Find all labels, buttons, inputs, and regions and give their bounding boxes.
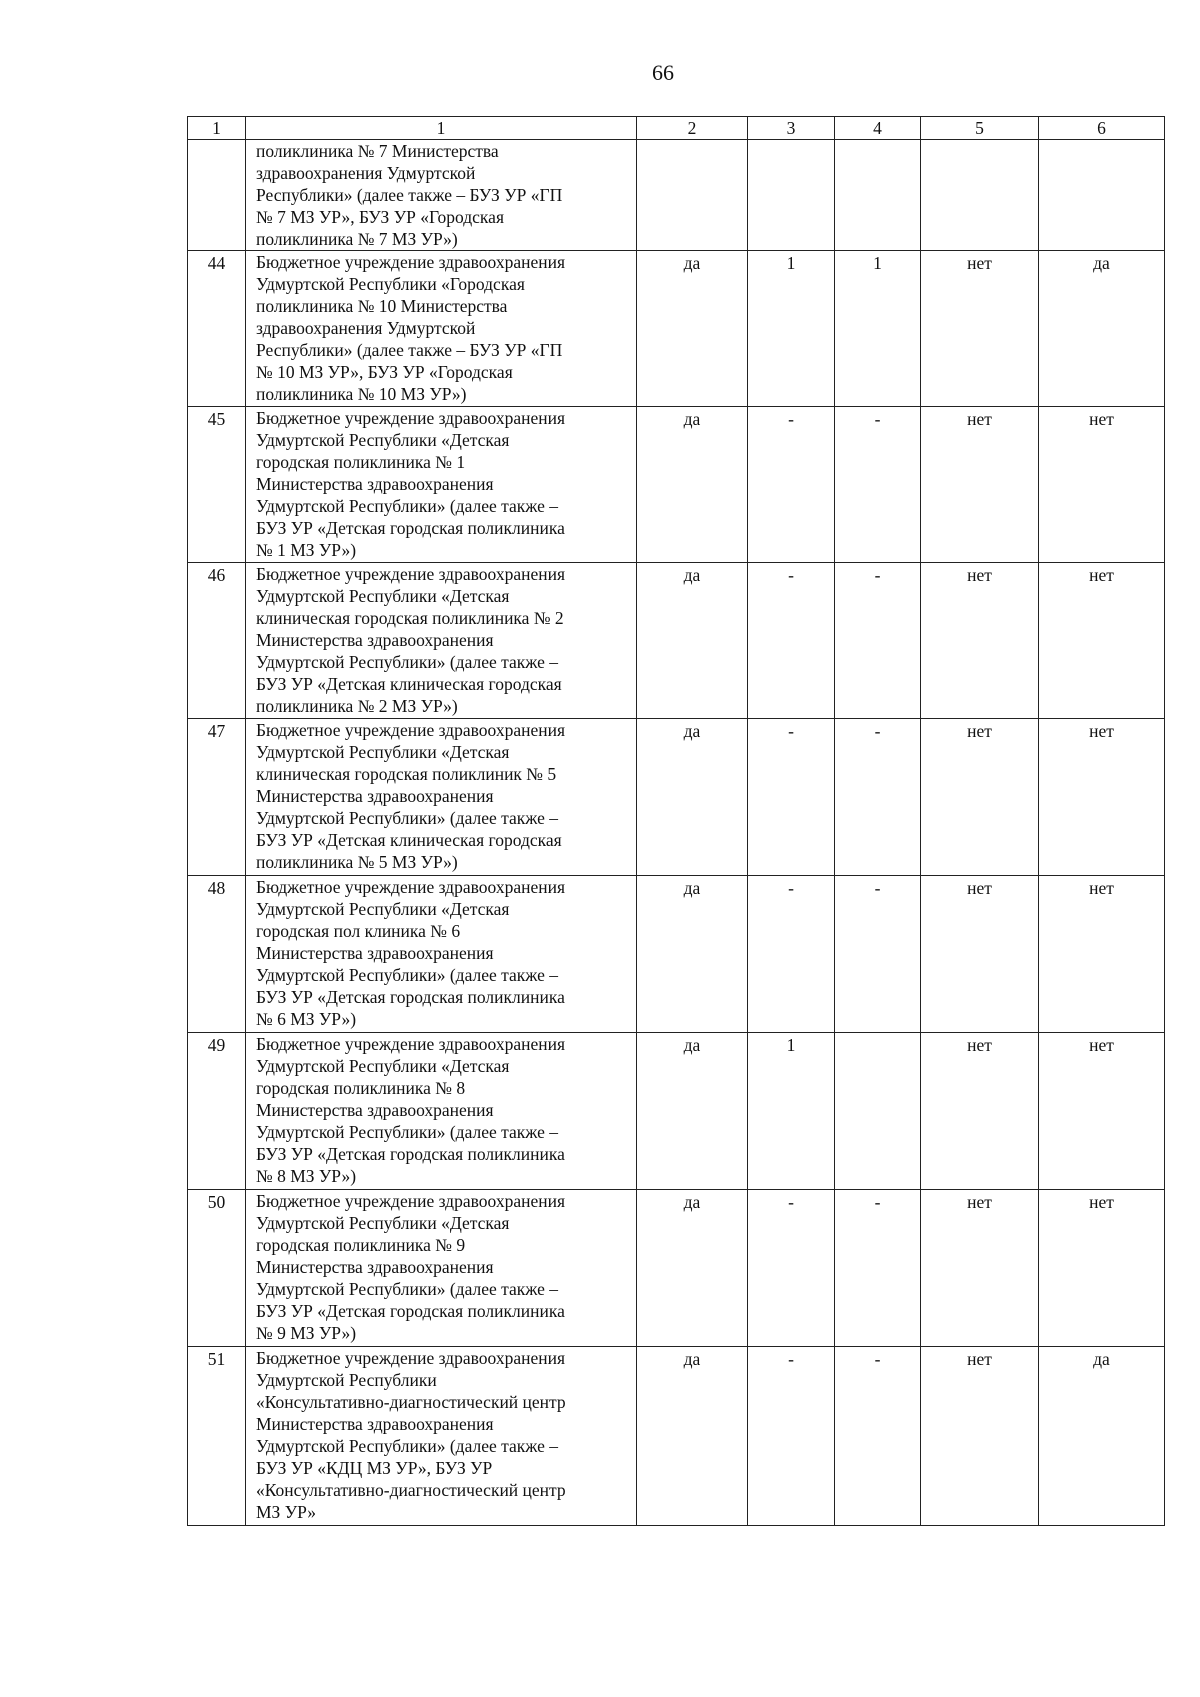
cell-col-6	[1039, 140, 1165, 251]
cell-col-5	[921, 140, 1039, 251]
cell-col-4: -	[835, 1347, 921, 1526]
column-header: 4	[835, 117, 921, 140]
cell-col-2: да	[637, 407, 748, 563]
cell-col-6: нет	[1039, 1033, 1165, 1190]
cell-col-3: 1	[748, 1033, 835, 1190]
row-number: 50	[188, 1190, 246, 1347]
row-number: 44	[188, 251, 246, 407]
row-number: 51	[188, 1347, 246, 1526]
cell-col-4	[835, 140, 921, 251]
institution-name: поликлиника № 7 Министерства здравоохранения Удмуртской Республики» (далее также – БУЗ УР «ГП № 7 МЗ УР», БУЗ УР «Городская поликлиника № 7 МЗ УР»)	[246, 140, 637, 251]
column-header: 1	[188, 117, 246, 140]
column-header: 6	[1039, 117, 1165, 140]
cell-col-3: -	[748, 876, 835, 1033]
table-row	[188, 719, 1165, 876]
cell-col-2: да	[637, 719, 748, 876]
institution-name: Бюджетное учреждение здравоохранения Удмуртской Республики «Консультативно-диагностический центр Министерства здравоохранения Удмуртской Республики» (далее также – БУЗ УР «КДЦ МЗ УР», БУЗ УР «Консультативно-диагностический центр МЗ УР»	[246, 1347, 637, 1526]
cell-col-4: 1	[835, 251, 921, 407]
cell-col-6: нет	[1039, 1190, 1165, 1347]
cell-col-6: нет	[1039, 876, 1165, 1033]
cell-col-3: -	[748, 1347, 835, 1526]
cell-col-3: -	[748, 719, 835, 876]
row-number: 48	[188, 876, 246, 1033]
page-number: 66	[652, 60, 674, 85]
column-header: 3	[748, 117, 835, 140]
cell-col-2: да	[637, 251, 748, 407]
cell-col-3: 1	[748, 251, 835, 407]
cell-col-2: да	[637, 1190, 748, 1347]
cell-col-2: да	[637, 1033, 748, 1190]
cell-col-5: нет	[921, 407, 1039, 563]
table-row	[188, 1347, 1165, 1526]
table-row	[188, 563, 1165, 719]
cell-col-5: нет	[921, 1347, 1039, 1526]
cell-col-2: да	[637, 1347, 748, 1526]
table-row	[188, 1033, 1165, 1190]
cell-col-4: -	[835, 563, 921, 719]
institution-name: Бюджетное учреждение здравоохранения Удмуртской Республики «Детская городская поликлиника № 1 Министерства здравоохранения Удмуртской Республики» (далее также – БУЗ УР «Детская городская поликлиника № 1 МЗ УР»)	[246, 407, 637, 563]
cell-col-3: -	[748, 407, 835, 563]
table-row	[188, 876, 1165, 1033]
cell-col-2: да	[637, 876, 748, 1033]
cell-col-4: -	[835, 876, 921, 1033]
column-header: 1	[246, 117, 637, 140]
cell-col-3: -	[748, 1190, 835, 1347]
table-row	[188, 251, 1165, 407]
cell-col-4: -	[835, 1190, 921, 1347]
cell-col-3: -	[748, 563, 835, 719]
cell-col-2	[637, 140, 748, 251]
cell-col-6: нет	[1039, 407, 1165, 563]
table-row	[188, 1190, 1165, 1347]
cell-col-4: -	[835, 407, 921, 563]
cell-col-3	[748, 140, 835, 251]
cell-col-6: нет	[1039, 719, 1165, 876]
cell-col-4: -	[835, 719, 921, 876]
institution-name: Бюджетное учреждение здравоохранения Удмуртской Республики «Детская клиническая городская поликлиника № 2 Министерства здравоохранения Удмуртской Республики» (далее также – БУЗ УР «Детская клиническая городская поликлиника № 2 МЗ УР»)	[246, 563, 637, 719]
row-number: 49	[188, 1033, 246, 1190]
institution-name: Бюджетное учреждение здравоохранения Удмуртской Республики «Детская клиническая городская поликлиник № 5 Министерства здравоохранения Удмуртской Республики» (далее также – БУЗ УР «Детская клиническая городская поликлиника № 5 МЗ УР»)	[246, 719, 637, 876]
cell-col-6: да	[1039, 1347, 1165, 1526]
row-number: 45	[188, 407, 246, 563]
institutions-table	[187, 116, 1165, 1526]
cell-col-4	[835, 1033, 921, 1190]
institution-name: Бюджетное учреждение здравоохранения Удмуртской Республики «Детская городская пол клиника № 6 Министерства здравоохранения Удмуртской Республики» (далее также – БУЗ УР «Детская городская поликлиника № 6 МЗ УР»)	[246, 876, 637, 1033]
row-number	[188, 140, 246, 251]
table-row	[188, 140, 1165, 251]
cell-col-5: нет	[921, 251, 1039, 407]
cell-col-6: да	[1039, 251, 1165, 407]
column-header: 2	[637, 117, 748, 140]
row-number: 46	[188, 563, 246, 719]
table-header-row	[188, 117, 1165, 140]
institution-name: Бюджетное учреждение здравоохранения Удмуртской Республики «Детская городская поликлиника № 9 Министерства здравоохранения Удмуртской Республики» (далее также – БУЗ УР «Детская городская поликлиника № 9 МЗ УР»)	[246, 1190, 637, 1347]
cell-col-6: нет	[1039, 563, 1165, 719]
table-row	[188, 407, 1165, 563]
cell-col-5: нет	[921, 876, 1039, 1033]
cell-col-5: нет	[921, 1033, 1039, 1190]
cell-col-5: нет	[921, 563, 1039, 719]
cell-col-5: нет	[921, 719, 1039, 876]
column-header: 5	[921, 117, 1039, 140]
institution-name: Бюджетное учреждение здравоохранения Удмуртской Республики «Детская городская поликлиника № 8 Министерства здравоохранения Удмуртской Республики» (далее также – БУЗ УР «Детская городская поликлиника № 8 МЗ УР»)	[246, 1033, 637, 1190]
cell-col-5: нет	[921, 1190, 1039, 1347]
cell-col-2: да	[637, 563, 748, 719]
institution-name: Бюджетное учреждение здравоохранения Удмуртской Республики «Городская поликлиника № 10 Министерства здравоохранения Удмуртской Республики» (далее также – БУЗ УР «ГП № 10 МЗ УР», БУЗ УР «Городская поликлиника № 10 МЗ УР»)	[246, 251, 637, 407]
row-number: 47	[188, 719, 246, 876]
